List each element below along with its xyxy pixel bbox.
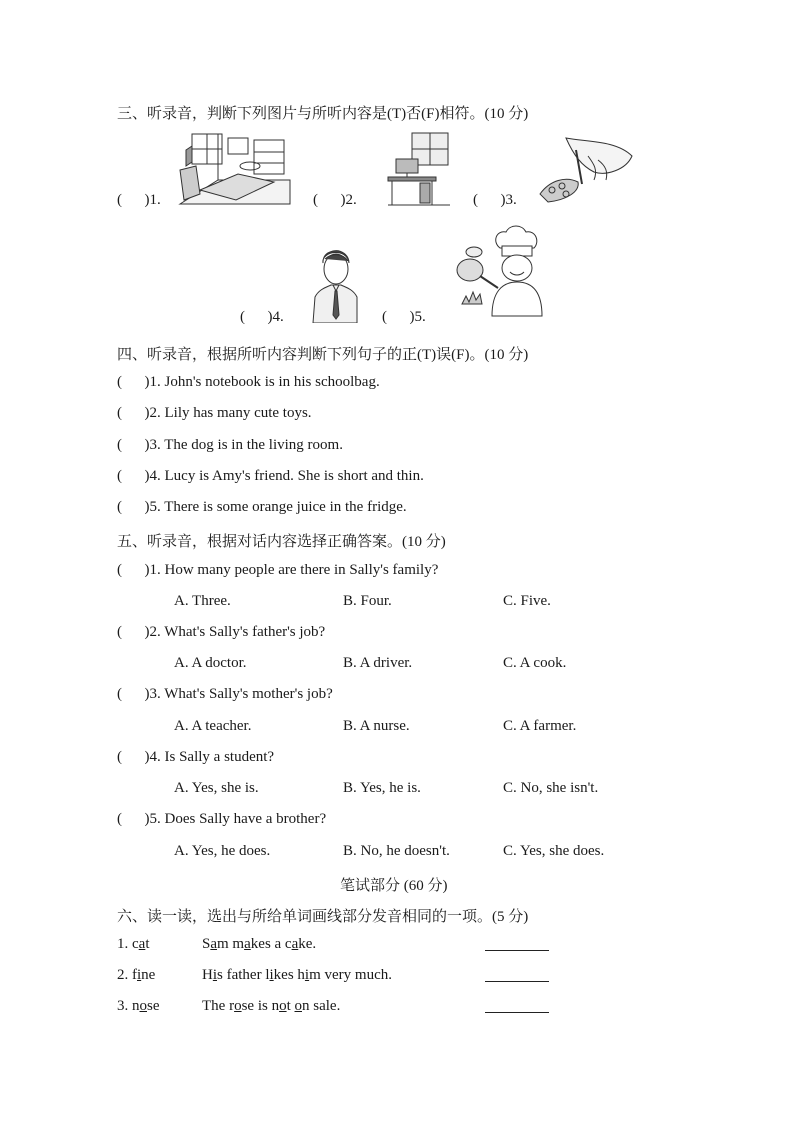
- man-with-tie-picture: [311, 245, 359, 323]
- chopping-vegetables-picture: [536, 136, 634, 204]
- option-c: C. Five.: [503, 593, 551, 609]
- section5-question-4: [117, 749, 274, 766]
- desk-computer-picture: [386, 131, 452, 207]
- text-segment: S: [202, 936, 211, 952]
- statement-text: 1. John's notebook is in his schoolbag.: [149, 374, 380, 390]
- text-segment: H: [202, 967, 213, 983]
- statement-text: 3. The dog is in the living room.: [149, 437, 343, 453]
- text-segment: t: [145, 936, 150, 952]
- underlined-letter: a: [210, 936, 218, 952]
- text-segment: t: [286, 998, 295, 1014]
- text-segment: 3. n: [117, 998, 140, 1014]
- option-b: B. A nurse.: [343, 718, 410, 734]
- option-b: B. A driver.: [343, 655, 413, 671]
- section5-question-5: [117, 811, 326, 828]
- option-a: A. A teacher.: [174, 718, 252, 734]
- text-segment: kes h: [273, 967, 305, 983]
- option-b: B. No, he doesn't.: [343, 843, 450, 859]
- answer-paren[interactable]: ( ): [117, 624, 150, 640]
- section4-item-3: [117, 437, 343, 454]
- section5-question-1: [117, 562, 438, 579]
- section4-item-5: [117, 499, 407, 516]
- underlined-letter: o: [294, 998, 302, 1014]
- statement-text: 2. Lily has many cute toys.: [149, 405, 312, 421]
- text-segment: se is n: [241, 998, 280, 1014]
- question-text: 2. What's Sally's father's job?: [149, 624, 326, 640]
- text-segment: kes a c: [250, 936, 292, 952]
- answer-paren[interactable]: ( ): [117, 811, 150, 827]
- section4-item-1: [117, 374, 380, 391]
- text-segment: ne: [141, 967, 156, 983]
- section6-sentence-3: [202, 998, 340, 1015]
- section6-word-2: [117, 967, 155, 984]
- answer-paren[interactable]: ( ): [117, 686, 150, 702]
- answer-blank[interactable]: [485, 998, 549, 1018]
- underlined-letter: i: [212, 967, 218, 983]
- underlined-letter: o: [234, 998, 242, 1014]
- underlined-letter: o: [279, 998, 287, 1014]
- option-c: C. No, she isn't.: [503, 780, 599, 796]
- section3-heading: 三、听录音，判断下列图片与所听内容是(T)否(F)相符。(10 分): [117, 106, 529, 122]
- section4-item-4: [117, 468, 424, 485]
- chef-cooking-picture: [452, 222, 544, 318]
- text-segment: se: [147, 998, 160, 1014]
- underlined-letter: a: [244, 936, 251, 952]
- option-a: A. Yes, he does.: [174, 843, 271, 859]
- section3-item-3-label: ( )3.: [473, 192, 517, 208]
- underlined-letter: i: [269, 967, 274, 983]
- option-c: C. Yes, she does.: [503, 843, 605, 859]
- text-segment: The r: [202, 998, 235, 1014]
- section3-item-1-label: ( )1.: [117, 192, 161, 208]
- section4-item-2: [117, 405, 312, 422]
- underlined-letter: a: [291, 936, 299, 952]
- section6-word-1: [117, 936, 150, 953]
- section5-heading: 五、听录音，根据对话内容选择正确答案。(10 分): [117, 534, 446, 550]
- underlined-letter: a: [138, 936, 146, 952]
- option-a: A. Yes, she is.: [174, 780, 259, 796]
- question-text: 5. Does Sally have a brother?: [149, 811, 327, 827]
- text-segment: s father l: [217, 967, 270, 983]
- text-segment: 1. c: [117, 936, 139, 952]
- option-a: A. A doctor.: [174, 655, 247, 671]
- answer-blank[interactable]: [485, 936, 549, 956]
- section3-item-4-label: ( )4.: [240, 309, 284, 325]
- answer-paren[interactable]: ( ): [117, 437, 150, 453]
- section5-question-3: [117, 686, 333, 703]
- text-segment: m m: [217, 936, 245, 952]
- section3-item-2-label: ( )2.: [313, 192, 357, 208]
- section6-sentence-2: [202, 967, 392, 984]
- answer-blank[interactable]: [485, 967, 549, 987]
- living-room-picture: [178, 130, 292, 206]
- answer-paren[interactable]: ( ): [117, 499, 150, 515]
- statement-text: 5. There is some orange juice in the fridge.: [149, 499, 407, 515]
- underlined-letter: i: [137, 967, 142, 983]
- section6-heading: 六、读一读，选出与所给单词画线部分发音相同的一项。(5 分): [117, 909, 529, 925]
- option-a: A. Three.: [174, 593, 231, 609]
- answer-paren[interactable]: ( ): [117, 562, 150, 578]
- option-b: B. Four.: [343, 593, 392, 609]
- section3-item-5-label: ( )5.: [382, 309, 426, 325]
- section6-sentence-1: [202, 936, 316, 953]
- answer-paren[interactable]: ( ): [117, 374, 150, 390]
- written-part-title: 笔试部分 (60 分): [340, 878, 448, 894]
- question-text: 3. What's Sally's mother's job?: [149, 686, 333, 702]
- statement-text: 4. Lucy is Amy's friend. She is short and thin.: [149, 468, 424, 484]
- text-segment: n sale.: [302, 998, 341, 1014]
- question-text: 1. How many people are there in Sally's family?: [149, 562, 439, 578]
- underlined-letter: i: [304, 967, 310, 983]
- question-text: 4. Is Sally a student?: [149, 749, 275, 765]
- answer-paren[interactable]: ( ): [117, 749, 150, 765]
- text-segment: m very much.: [309, 967, 392, 983]
- answer-paren[interactable]: ( ): [117, 468, 150, 484]
- answer-paren[interactable]: ( ): [117, 405, 150, 421]
- section6-word-3: [117, 998, 160, 1015]
- text-segment: 2. f: [117, 967, 137, 983]
- option-c: C. A farmer.: [503, 718, 577, 734]
- option-c: C. A cook.: [503, 655, 567, 671]
- option-b: B. Yes, he is.: [343, 780, 421, 796]
- underlined-letter: o: [139, 998, 147, 1014]
- section5-question-2: [117, 624, 325, 641]
- text-segment: ke.: [298, 936, 317, 952]
- section4-heading: 四、听录音，根据所听内容判断下列句子的正(T)误(F)。(10 分): [117, 347, 529, 363]
